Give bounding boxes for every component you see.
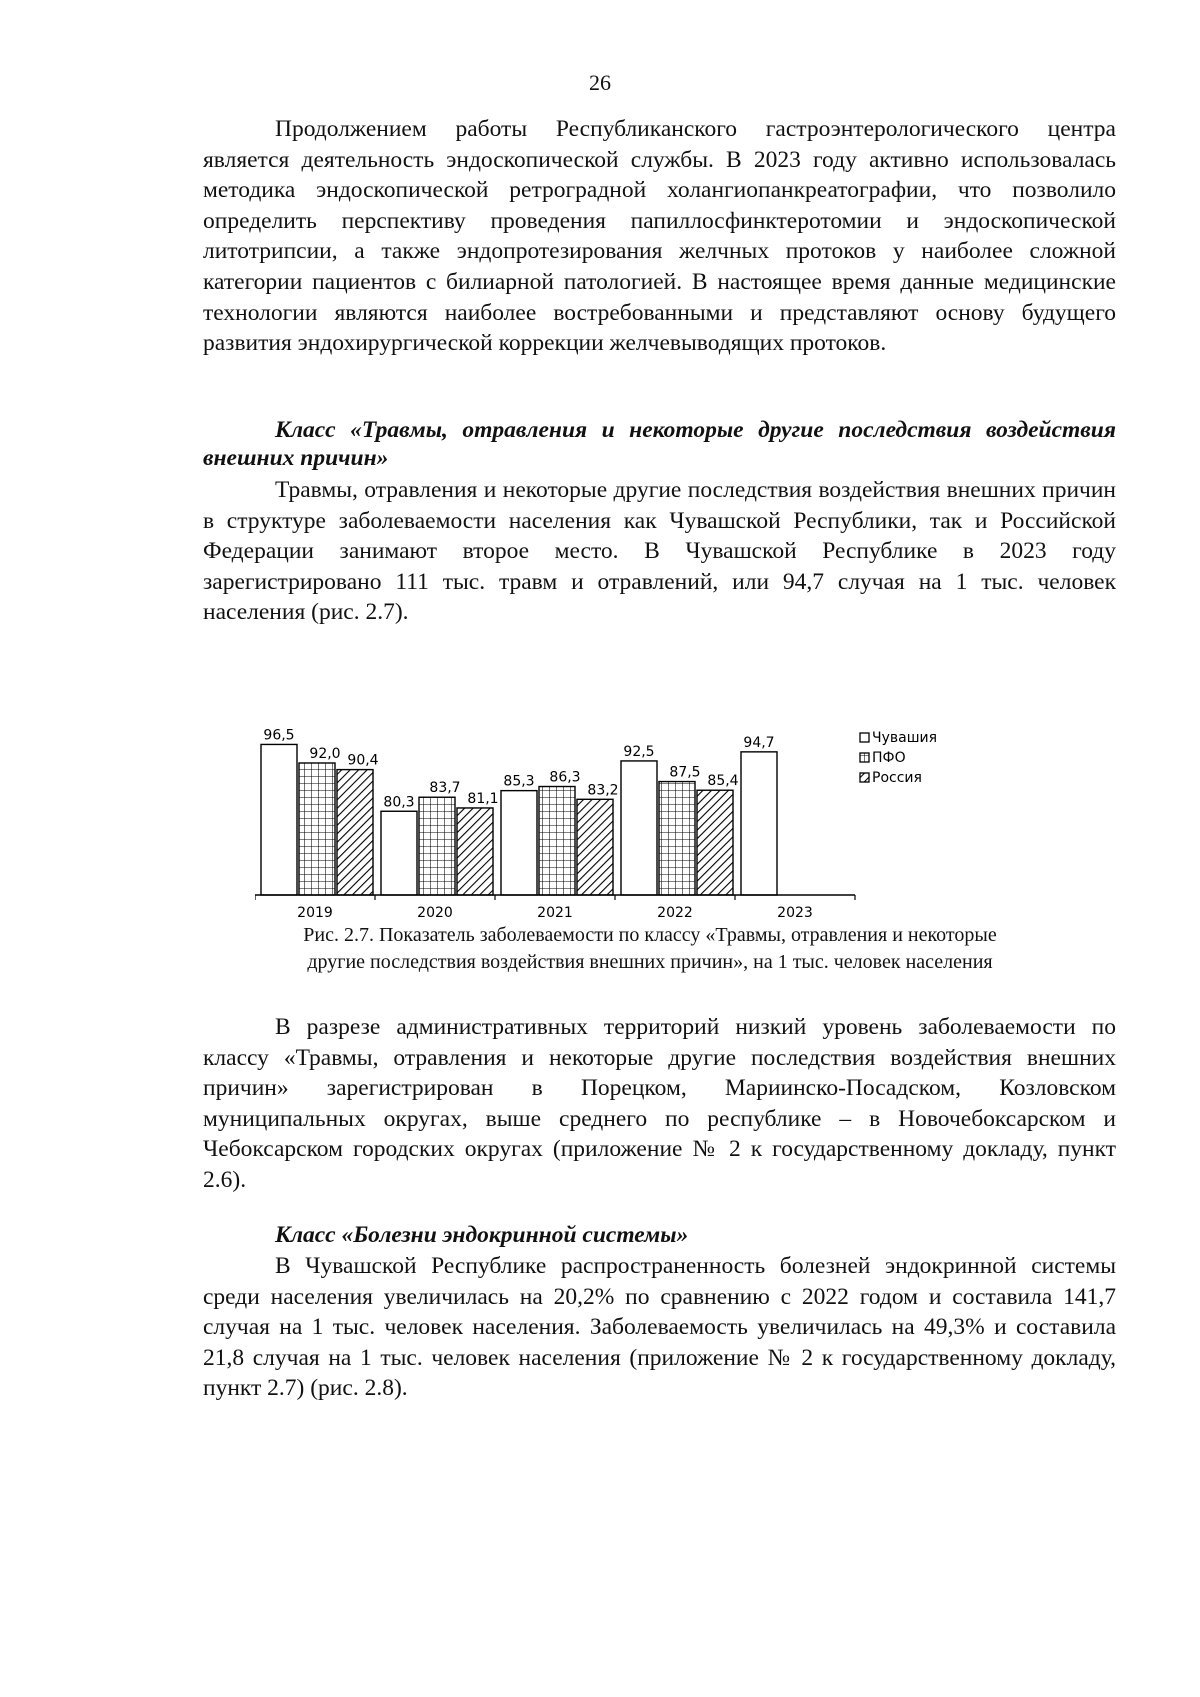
- paragraph-injuries-intro: Травмы, отравления и некоторые другие последствия воздействия внешних причин в структуре заболеваемости населения как Чувашской Республики, так и Российской Федерации занимают второе место. В Чувашской Республике в 2023 году зарегистрировано 111 тыс. травм и отравлений, или 94,7 случая на 1 тыс. человек населения (рис. 2.7).: [203, 477, 1116, 626]
- x-tick-label-2020: 2020: [417, 905, 453, 920]
- legend-label-1: ПФО: [872, 750, 906, 766]
- legend-swatch-0: [860, 733, 869, 742]
- legend-label-2: Россия: [872, 770, 922, 786]
- legend-label-0: Чувашия: [872, 730, 938, 746]
- paragraph-territories: В разрезе административных территорий низкий уровень заболеваемости по классу «Травмы, отравления и некоторые другие последствия воздействия внешних причин» зарегистрирован в Порецком, Мариинско-Посадском, Козловском муниципальных округах, выше среднего по республике – в Новочебоксарском и Чебоксарском городских округах (приложение № 2 к государственному докладу, пункт 2.6).: [203, 1014, 1116, 1193]
- data-label-2021-2: 83,2: [587, 782, 619, 799]
- injury-incidence-chart: [255, 720, 1055, 945]
- data-label-2019-0: 96,5: [263, 727, 295, 744]
- data-label-2019-1: 92,0: [309, 746, 341, 762]
- section-heading-injuries: Класс «Травмы, отравления и некоторые другие последствия воздействия внешних причин»: [203, 417, 1116, 471]
- legend: [860, 730, 937, 786]
- bar-2021-1: [539, 787, 575, 895]
- chart-svg: [255, 720, 1055, 920]
- data-label-2022-1: 87,5: [669, 764, 701, 781]
- bar-2019-0: [261, 744, 297, 895]
- x-axis: [255, 895, 855, 920]
- paragraph-endocrine: В Чувашской Республике распространенность болезней эндокринной системы среди населения увеличилась на 20,2% по сравнению с 2022 годом и составила 141,7 случая на 1 тыс. человек населения. Заболеваемость увеличилась на 49,3% и составила 21,8 случая на 1 тыс. человек населения (приложение № 2 к государственному докладу, пункт 2.7) (рис. 2.8).: [203, 1253, 1116, 1402]
- data-label-2023-0: 94,7: [743, 734, 775, 751]
- x-tick-label-2021: 2021: [537, 905, 573, 920]
- data-label-2022-2: 85,4: [707, 773, 739, 790]
- bar-2020-2: [457, 808, 493, 895]
- legend-swatch-1: [860, 753, 869, 762]
- bar-2019-2: [337, 770, 373, 895]
- data-label-2022-0: 92,5: [623, 743, 655, 760]
- x-tick-label-2019: 2019: [297, 905, 333, 920]
- data-label-2021-1: 86,3: [549, 769, 581, 786]
- data-label-2019-2: 90,4: [347, 752, 379, 769]
- caption-line-2: другие последствия воздействия внешних причин», на 1 тыс. человек населения: [307, 951, 993, 973]
- bar-2019-1: [299, 763, 335, 895]
- data-label-2020-0: 80,3: [383, 794, 415, 811]
- x-tick-label-2022: 2022: [657, 905, 693, 920]
- data-label-2020-1: 83,7: [429, 780, 461, 797]
- figure-caption: [200, 922, 1100, 976]
- bar-2022-2: [697, 790, 733, 895]
- section-heading-endocrine: Класс «Болезни эндокринной системы»: [275, 1222, 689, 1248]
- legend-swatch-2: [860, 773, 869, 782]
- paragraph-endoscopy: Продолжением работы Республиканского гастроэнтерологического центра является деятельность эндоскопической службы. В 2023 году активно использовалась методика эндоскопической ретроградной холангиопанкреатографии, что позволило определить перспективу проведения папиллосфинктеротомии и эндоскопической литотрипсии, а также эндопротезирования желчных протоков у наиболее сложной категории пациентов с билиарной патологией. В настоящее время данные медицинские технологии являются наиболее востребованными и представляют основу будущего развития эндохирургической коррекции желчевыводящих протоков.: [203, 116, 1116, 357]
- x-tick-label-2023: 2023: [777, 905, 813, 920]
- bar-2022-1: [659, 782, 695, 895]
- bar-2020-1: [419, 797, 455, 895]
- bar-2023-0: [741, 752, 777, 895]
- data-label-2020-2: 81,1: [467, 790, 499, 807]
- page-number: 26: [589, 70, 611, 95]
- bar-2021-2: [577, 799, 613, 895]
- caption-line-1: Рис. 2.7. Показатель заболеваемости по классу «Травмы, отравления и некоторые: [303, 924, 997, 946]
- bar-2020-0: [381, 811, 417, 895]
- bar-2021-0: [501, 791, 537, 895]
- data-label-2021-0: 85,3: [503, 773, 535, 790]
- bar-2022-0: [621, 761, 657, 895]
